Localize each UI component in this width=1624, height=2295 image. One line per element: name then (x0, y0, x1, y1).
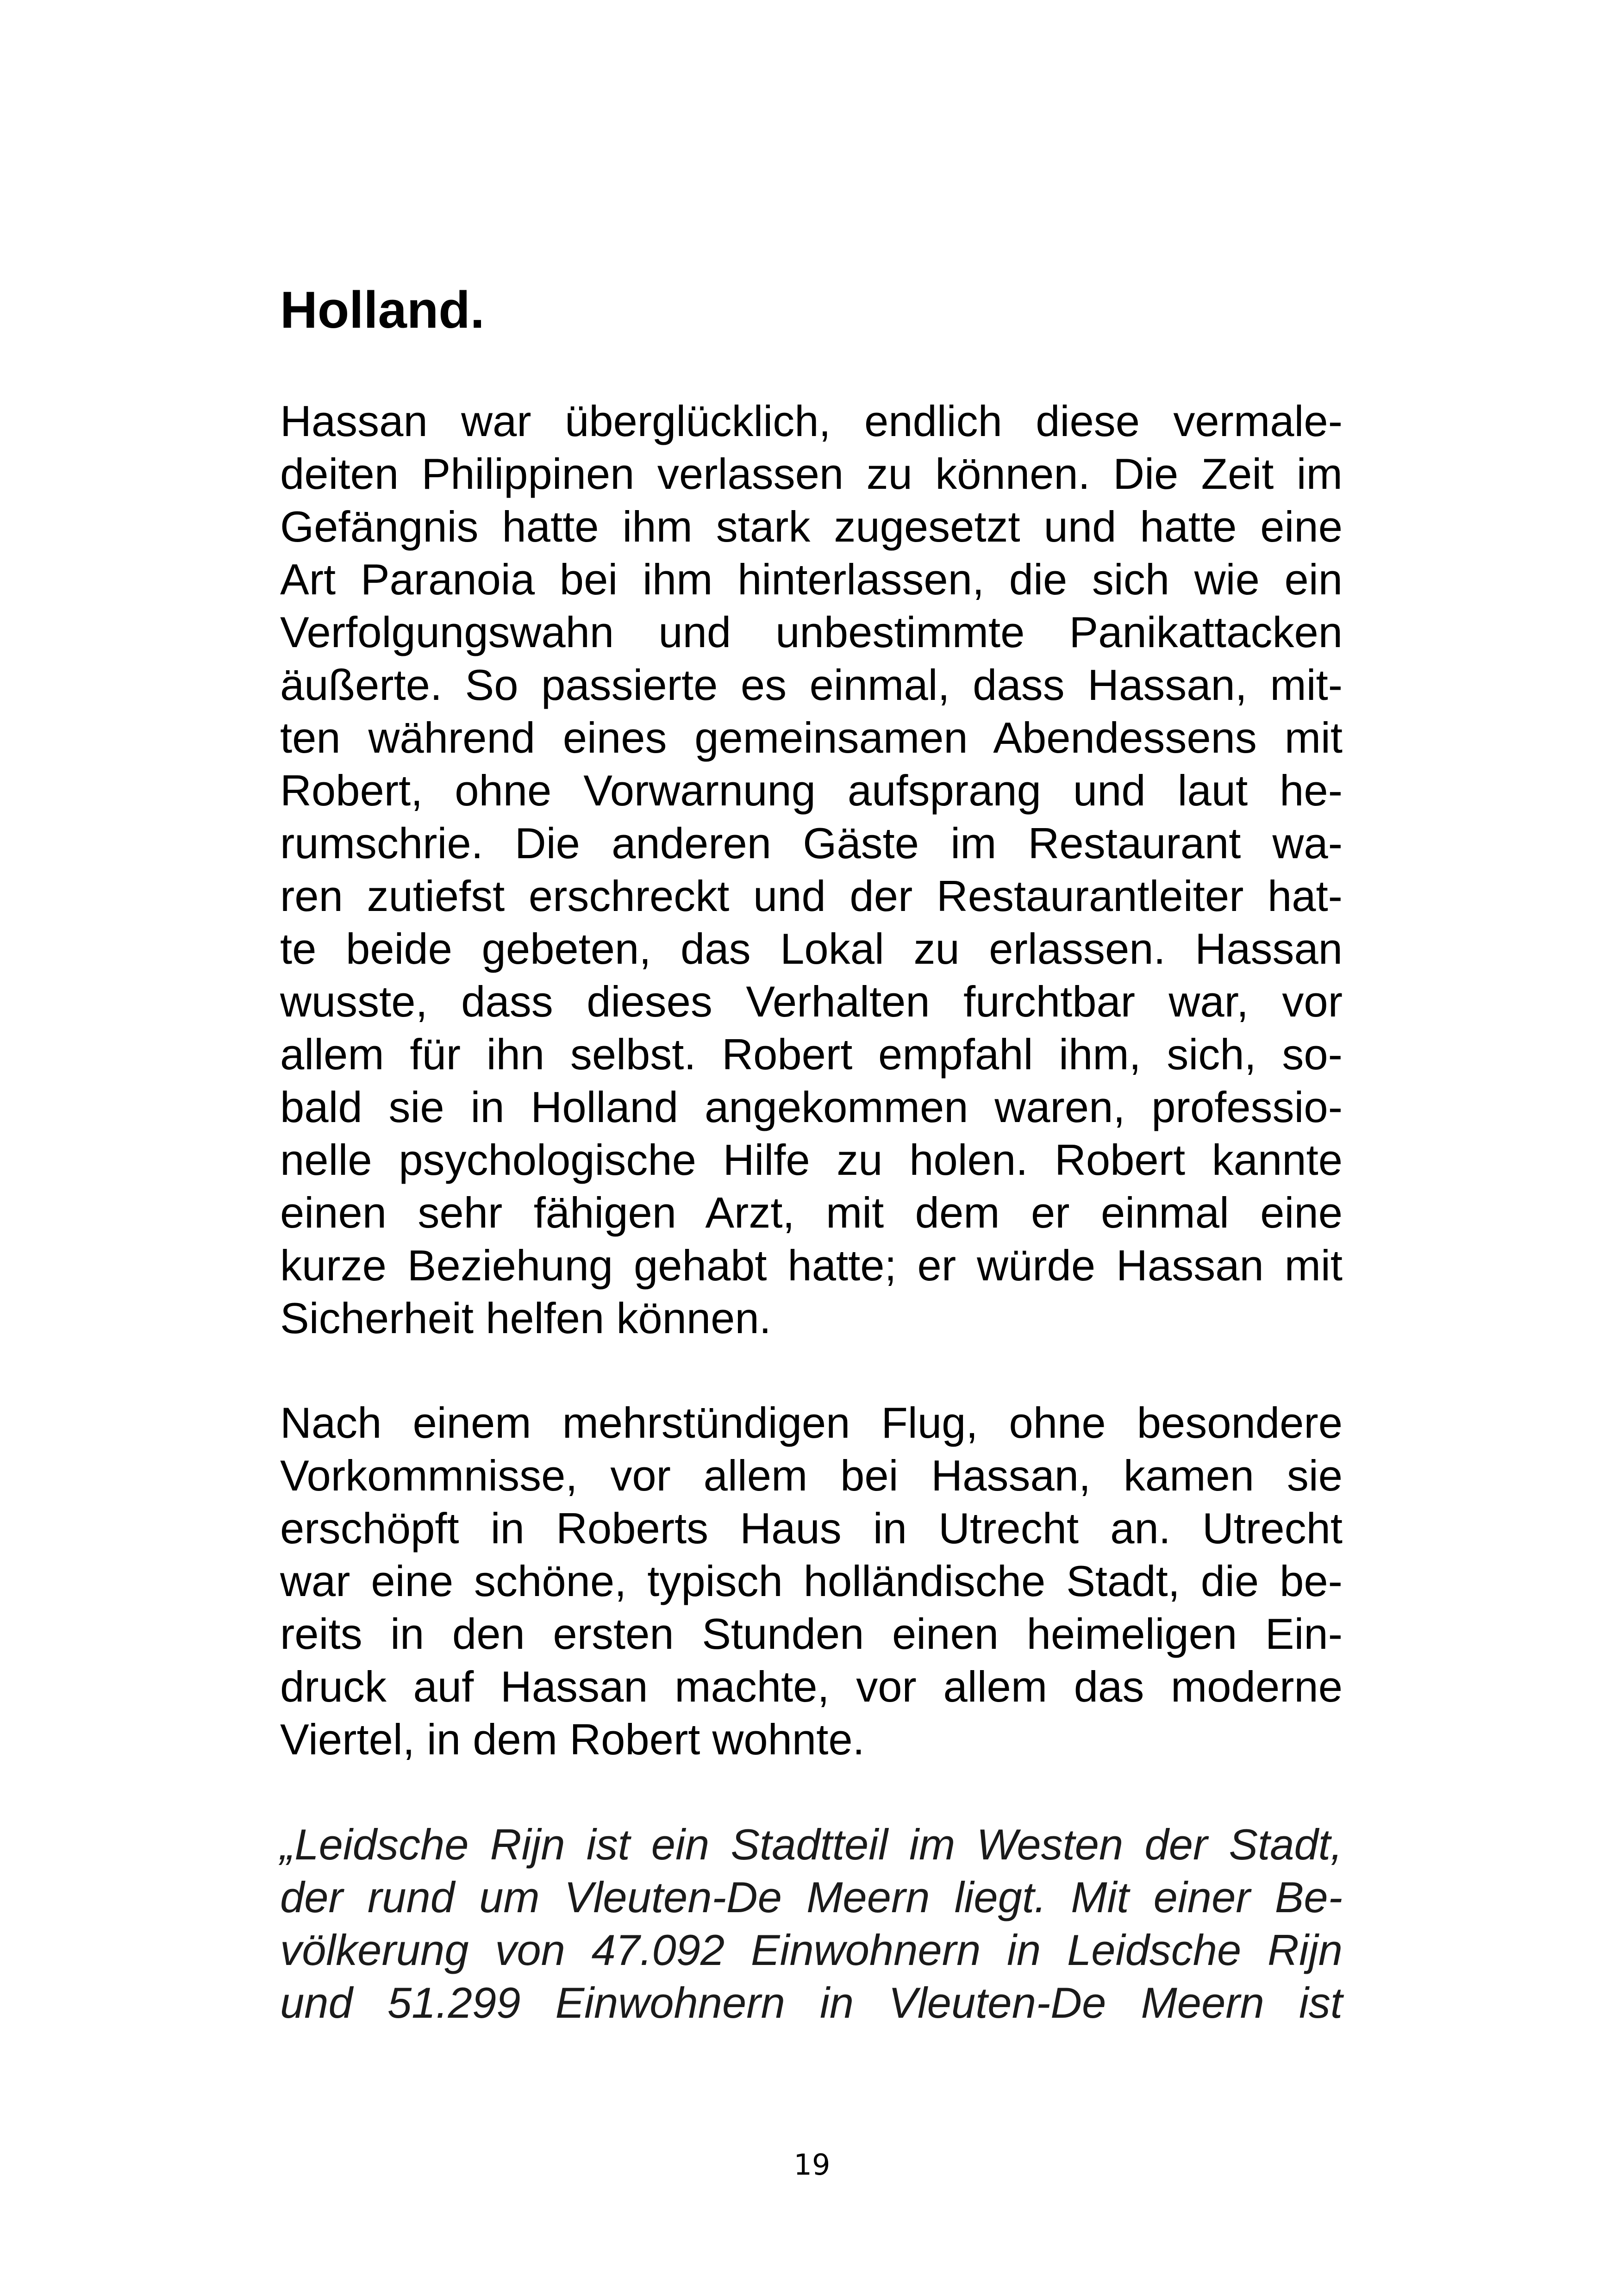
text-line: bald sie in Holland angekommen waren, professio- (280, 1083, 1343, 1131)
text-line: te beide gebeten, das Lokal zu erlassen. Hassan (280, 924, 1343, 973)
text-line: Viertel, in dem Robert wohnte. (280, 1715, 865, 1764)
text-line: und 51.299 Einwohnern in Vleuten-De Meern ist (280, 1978, 1343, 2027)
text-line: nelle psychologische Hilfe zu holen. Robert kannte (280, 1135, 1343, 1184)
text-line: ren zutiefst erschreckt und der Restaurantleiter hat- (280, 872, 1343, 920)
chapter-heading: Holland. (280, 281, 485, 339)
text-line: rumschrie. Die anderen Gäste im Restaurant wa- (280, 819, 1343, 867)
text-line: äußerte. So passierte es einmal, dass Hassan, mit- (280, 661, 1343, 709)
text-line: druck auf Hassan machte, vor allem das moderne (280, 1662, 1343, 1711)
page-number: 19 (793, 2148, 831, 2182)
paragraph-1 (280, 395, 1343, 1345)
quote-paragraph (280, 1818, 1343, 2029)
text-line: reits in den ersten Stunden einen heimeligen Ein- (280, 1609, 1343, 1658)
text-line: Sicherheit helfen können. (280, 1294, 771, 1342)
text-line: Art Paranoia bei ihm hinterlassen, die sich wie ein (280, 555, 1343, 604)
text-line: ten während eines gemeinsamen Abendessens mit (280, 713, 1343, 762)
text-line: einen sehr fähigen Arzt, mit dem er einmal eine (280, 1188, 1343, 1237)
text-line: Hassan war überglücklich, endlich diese vermale- (280, 397, 1343, 445)
text-line: deiten Philippinen verlassen zu können. Die Zeit im (280, 449, 1343, 498)
text-line: Robert, ohne Vorwarnung aufsprang und laut he- (280, 766, 1343, 815)
text-line: völkerung von 47.092 Einwohnern in Leidsche Rijn (280, 1926, 1343, 1974)
text-line: erschöpft in Roberts Haus in Utrecht an. Utrecht (280, 1504, 1343, 1553)
text-line: kurze Beziehung gehabt hatte; er würde Hassan mit (280, 1241, 1343, 1290)
text-line: allem für ihn selbst. Robert empfahl ihm, sich, so- (280, 1030, 1343, 1079)
text-line: „Leidsche Rijn ist ein Stadtteil im Westen der Stadt, (280, 1820, 1343, 1869)
text-line: der rund um Vleuten-De Meern liegt. Mit einer Be- (280, 1873, 1343, 1921)
text-line: Gefängnis hatte ihm stark zugesetzt und hatte eine (280, 502, 1343, 551)
paragraph-2 (280, 1397, 1343, 1766)
text-line: Vorkommnisse, vor allem bei Hassan, kamen sie (280, 1451, 1343, 1500)
text-line: wusste, dass dieses Verhalten furchtbar war, vor (280, 977, 1343, 1026)
text-line: war eine schöne, typisch holländische Stadt, die be- (280, 1557, 1343, 1605)
text-line: Verfolgungswahn und unbestimmte Panikattacken (280, 608, 1343, 656)
text-line: Nach einem mehrstündigen Flug, ohne besondere (280, 1398, 1343, 1447)
